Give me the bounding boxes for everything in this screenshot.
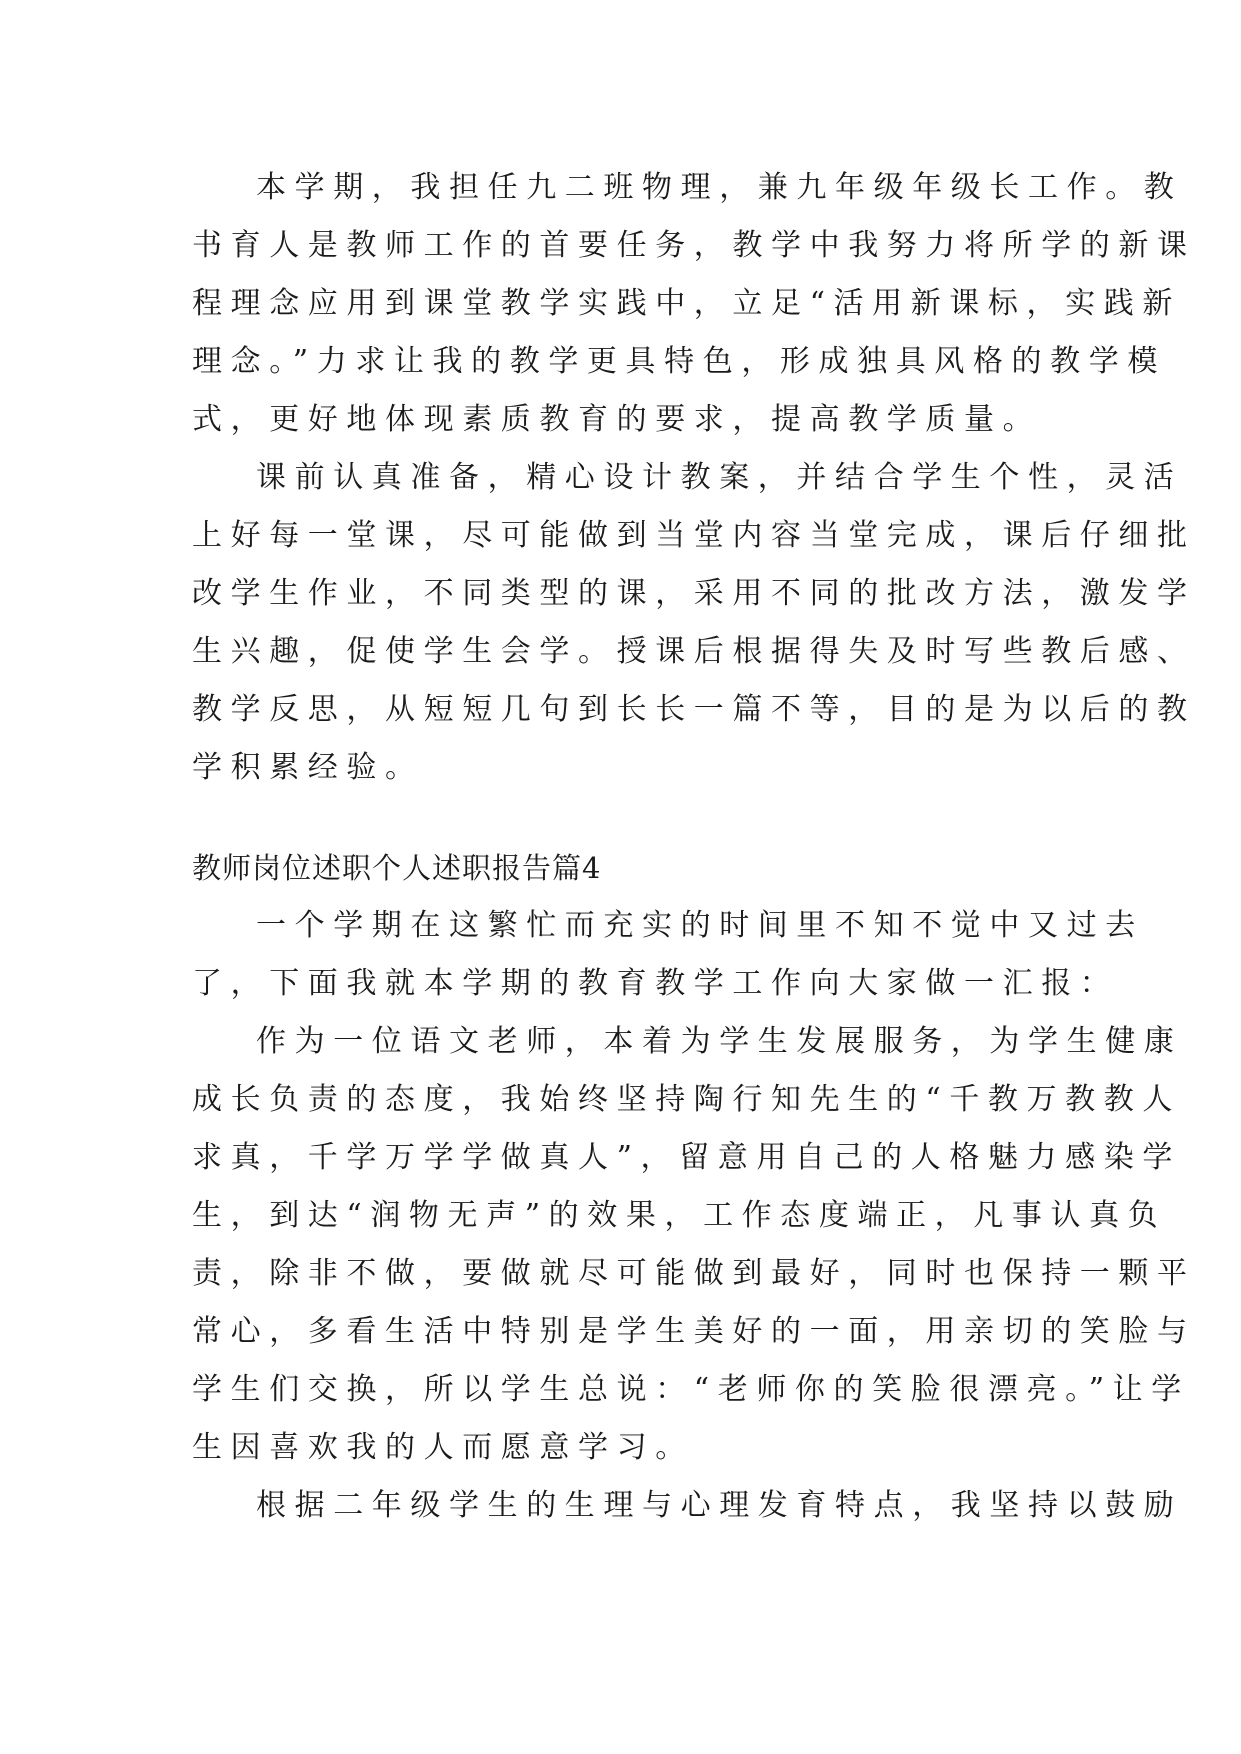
paragraph-line: 了，下面我就本学期的教育教学工作向大家做一汇报：: [192, 966, 1119, 1001]
paragraph-line: 课前认真准备，精心设计教案，并结合学生个性，灵活: [256, 460, 1183, 495]
paragraph-line: 生因喜欢我的人而愿意学习。: [192, 1430, 694, 1465]
paragraph-line: 生，到达“润物无声”的效果，工作态度端正，凡事认真负: [192, 1198, 1167, 1233]
paragraph-line: 理念。”力求让我的教学更具特色，形成独具风格的教学模: [192, 344, 1166, 379]
paragraph-line: 教学反思，从短短几句到长长一篇不等，目的是为以后的教: [192, 692, 1196, 727]
paragraph-line: 一个学期在这繁忙而充实的时间里不知不觉中又过去: [256, 908, 1144, 943]
paragraph-line: 学积累经验。: [192, 750, 424, 785]
paragraph-line: 常心，多看生活中特别是学生美好的一面，用亲切的笑脸与: [192, 1314, 1196, 1349]
paragraph-line: 根据二年级学生的生理与心理发育特点，我坚持以鼓励: [256, 1488, 1183, 1523]
paragraph-line: 学生们交换，所以学生总说：“老师你的笑脸很漂亮。”让学: [192, 1372, 1190, 1407]
paragraph-line: 本学期，我担任九二班物理，兼九年级年级长工作。教: [256, 170, 1183, 205]
paragraph-line: 式，更好地体现素质教育的要求，提高教学质量。: [192, 402, 1042, 437]
paragraph-line: 求真，千学万学学做真人”，留意用自己的人格魅力感染学: [192, 1140, 1181, 1175]
paragraph-line: 生兴趣，促使学生会学。授课后根据得失及时写些教后感、: [192, 634, 1196, 669]
paragraph-line: 书育人是教师工作的首要任务，教学中我努力将所学的新课: [192, 228, 1196, 263]
paragraph-line: 成长负责的态度，我始终坚持陶行知先生的“千教万教教人: [192, 1082, 1181, 1117]
paragraph-line: 作为一位语文老师，本着为学生发展服务，为学生健康: [256, 1024, 1183, 1059]
paragraph-line: 上好每一堂课，尽可能做到当堂内容当堂完成，课后仔细批: [192, 518, 1196, 553]
section-heading: 教师岗位述职个人述职报告篇4: [192, 851, 602, 885]
paragraph-line: 改学生作业，不同类型的课，采用不同的批改方法，激发学: [192, 576, 1196, 611]
paragraph-line: 责，除非不做，要做就尽可能做到最好，同时也保持一颗平: [192, 1256, 1196, 1291]
paragraph-line: 程理念应用到课堂教学实践中，立足“活用新课标，实践新: [192, 286, 1181, 321]
